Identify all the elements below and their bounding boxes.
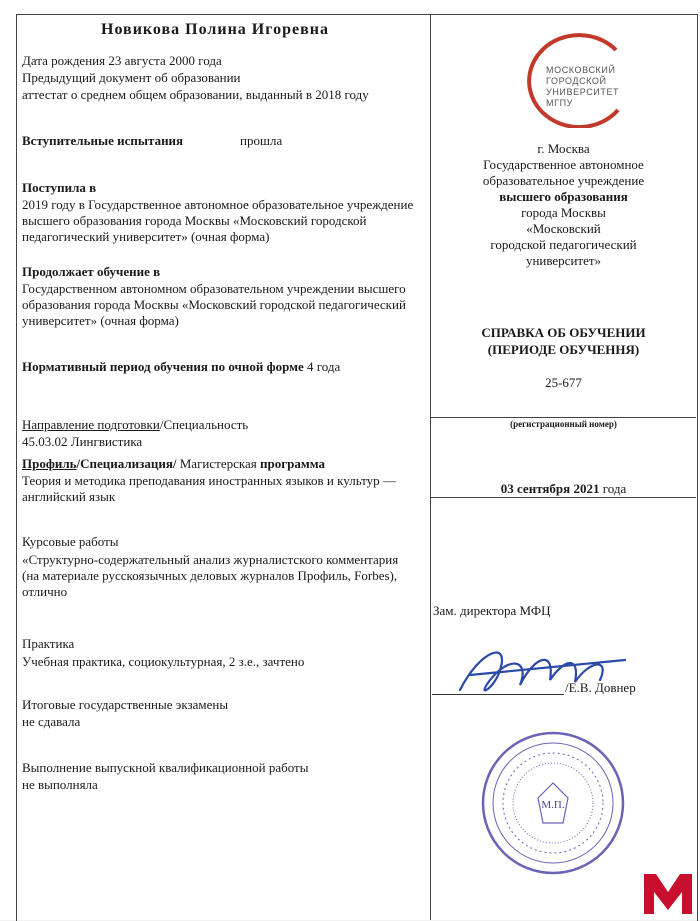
registration-number: 25-677 — [545, 375, 582, 390]
student-name: Новикова Полина Игоревна — [101, 21, 329, 38]
profile-label-program: программа — [259, 456, 325, 471]
continues-text: Государственном автономном образовательном учреждении высшего образования города Москвы «Московский городской педагогический университет» (очная форма) — [22, 281, 406, 328]
final-exams-value: не сдавала — [22, 714, 81, 729]
right-org-line-5: «Московский — [526, 221, 601, 236]
direction-label-spec: /Специальность — [159, 417, 249, 432]
profile-label-spec: /Специализация/ — [76, 456, 177, 471]
logo-line-1: МОСКОВСКИЙ — [546, 65, 616, 75]
admitted-label: Поступила в — [22, 180, 97, 195]
reg-divider — [430, 417, 696, 418]
logo-line-4: МГПУ — [546, 98, 573, 108]
certificate-subtitle: (ПЕРИОДЕ ОБУЧЕННЯ) — [487, 342, 640, 357]
signer-position: Зам. директора МФЦ — [433, 603, 551, 618]
mgpu-logo — [498, 28, 648, 128]
continues-label: Продолжает обучение в — [22, 264, 161, 279]
thesis-value: не выполняла — [22, 777, 98, 792]
period-label: Нормативный период обучения по очной форме — [22, 359, 304, 374]
right-org-line-1: Государственное автономное — [483, 157, 644, 172]
profile-value: Теория и методика преподавания иностранных языков и культур — английский язык — [22, 473, 396, 504]
stamp-mp-text: М.П. — [541, 799, 565, 811]
registration-caption: (регистрационный номер) — [510, 419, 617, 429]
prev-doc-label: Предыдущий документ об образовании — [22, 70, 241, 85]
right-org-line-2: образовательное учреждение — [482, 173, 645, 188]
practice-value: Учебная практика, социокультурная, 2 з.е., зачтено — [22, 654, 305, 669]
exams-value: прошла — [240, 133, 283, 148]
date-divider — [430, 497, 696, 498]
right-org-line-3: высшего образования — [499, 189, 628, 204]
right-org-line-4: города Москвы — [521, 205, 606, 220]
exams-label: Вступительные испытания — [22, 133, 184, 148]
direction-value: 45.03.02 Лингвистика — [22, 434, 143, 449]
issue-date-suffix: года — [599, 481, 627, 496]
right-org-line-6: городской педагогический — [490, 237, 637, 252]
issue-date: 03 сентября 2021 — [500, 481, 600, 496]
signer-name: /Е.В. Довнер — [565, 680, 636, 695]
birth-date: Дата рождения 23 августа 2000 года — [22, 53, 222, 68]
logo-line-3: УНИВЕРСИТЕТ — [546, 87, 620, 97]
profile-label: Профиль — [22, 456, 77, 471]
profile-label-master: Магистерская — [176, 456, 260, 471]
right-org-line-7: университет» — [525, 253, 602, 268]
certificate-title: СПРАВКА ОБ ОБУЧЕНИИ — [481, 325, 646, 340]
logo-line-2: ГОРОДСКОЙ — [546, 76, 607, 86]
final-exams-label: Итоговые государственные экзамены — [22, 697, 229, 712]
coursework-value: «Структурно-содержательный анализ журналистского комментария (на материале русскоязычных деловых журналов Профиль, Forbes), отлично — [22, 552, 399, 599]
thesis-label: Выполнение выпускной квалификационной работы — [22, 760, 309, 775]
prev-doc-value: аттестат о среднем общем образовании, выданный в 2018 году — [22, 87, 369, 102]
admitted-text: 2019 году в Государственное автономное образовательное учреждение высшего образования города Москвы «Московский городской педагогический университет» (очная форма) — [22, 197, 414, 244]
signature-icon — [440, 630, 640, 710]
period-value: 4 года — [307, 359, 341, 374]
direction-label: Направление подготовки — [22, 417, 160, 432]
practice-label: Практика — [22, 636, 75, 651]
coursework-label: Курсовые работы — [22, 534, 119, 549]
brand-m-icon — [640, 870, 696, 916]
official-stamp-icon — [478, 728, 628, 878]
right-city: г. Москва — [537, 141, 590, 156]
